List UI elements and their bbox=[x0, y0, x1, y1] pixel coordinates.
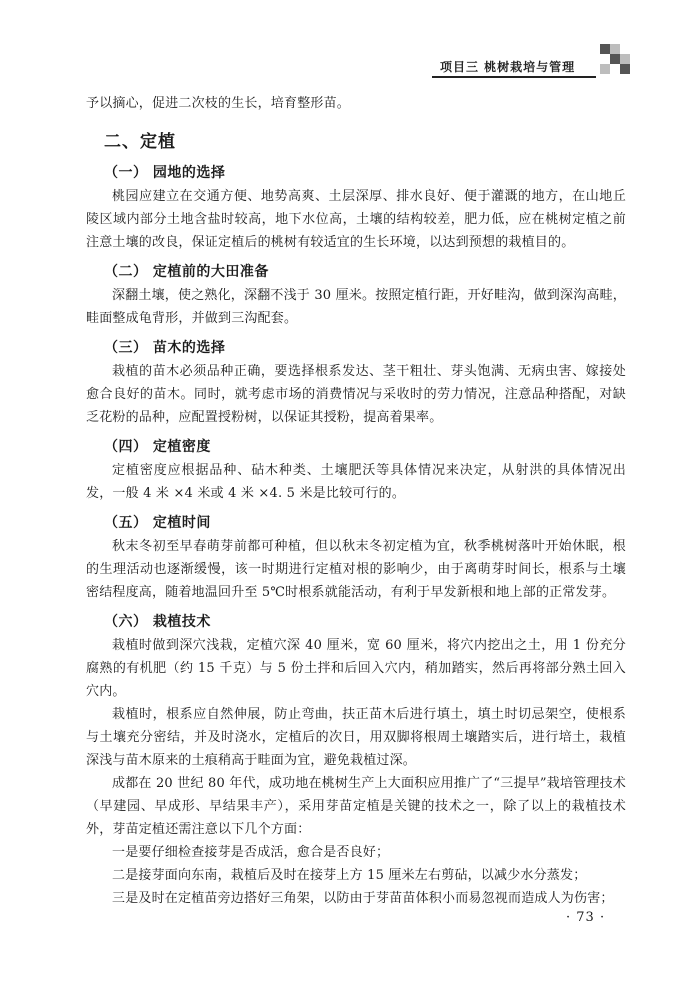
subsection-title: （三） 苗木的选择 bbox=[104, 340, 226, 356]
header-rule bbox=[432, 76, 596, 78]
page-number: · 73 · bbox=[566, 910, 606, 925]
subsection-title: （四） 定植密度 bbox=[104, 439, 211, 455]
paragraph: 栽植的苗木必须品种正确，要选择根系发达、茎干粗壮、芽头饱满、无病虫害、嫁接处愈合良好的苗木。同时，就考虑市场的消费情况与采收时的劳力情况，注意品种搭配，对缺乏花粉的品种，应配置授粉树，以保证其授粉，提高着果率。 bbox=[86, 364, 626, 425]
running-title: 项目三 桃树栽培与管理 bbox=[440, 60, 576, 74]
running-header bbox=[0, 52, 699, 82]
paragraph: 深翻土壤，使之熟化，深翻不浅于 30 厘米。按照定植行距，开好畦沟，做到深沟高畦，畦面整成龟背形，并做到三沟配套。 bbox=[86, 288, 627, 326]
corner-block-ornament bbox=[600, 44, 632, 74]
list-paragraph: 三是及时在定植苗旁边搭好三角架，以防由于芽苗苗体积小而易忽视而造成人为伤害； bbox=[112, 891, 614, 906]
paragraph: 栽植时，根系应自然伸展，防止弯曲，扶正苗木后进行填土，填土时切忌架空，使根系与土壤充分密结，并及时浇水，定植后的次日，用双脚将根周土壤踏实后，进行培土，栽植深浅与苗木原来的土痕稍高于畦面为宜，避免栽植过深。 bbox=[86, 707, 626, 768]
page-content bbox=[86, 92, 626, 910]
paragraph: 定植密度应根据品种、砧木种类、土壤肥沃等具体情况来决定，从射洪的具体情况出发，一般 4 米 ×4 米或 4 米 ×4. 5 米是比较可行的。 bbox=[86, 463, 626, 501]
subsection-title: （五） 定植时间 bbox=[104, 515, 211, 531]
paragraph: 桃园应建立在交通方便、地势高爽、土层深厚、排水良好、便于灌溉的地方，在山地丘陵区域内部分土地含盐时较高，地下水位高，土壤的结构较差，肥力低，应在桃树定植之前注意土壤的改良，保证定植后的桃树有较适宜的生长环境，以达到预想的栽植目的。 bbox=[86, 189, 626, 250]
subsection-title: （二） 定植前的大田准备 bbox=[104, 264, 269, 280]
section-title: 二、定植 bbox=[104, 132, 176, 152]
paragraph: 栽植时做到深穴浅栽，定植穴深 40 厘米，宽 60 厘米，将穴内挖出之土，用 1 份充分腐熟的有机肥（约 15 千克）与 5 份土拌和后回入穴内，稍加踏实，然后再将部分熟土回入穴内。 bbox=[86, 638, 626, 699]
list-paragraph: 二是接芽面向东南，栽植后及时在接芽上方 15 厘米左右剪砧，以减少水分蒸发； bbox=[112, 868, 587, 883]
paragraph: 成都在 20 世纪 80 年代，成功地在桃树生产上大面积应用推广了“三提早”栽培管理技术（早建园、早成形、早结果丰产），采用芽苗定植是关键的技术之一，除了以上的栽植技术外，芽苗定植还需注意以下几个方面： bbox=[86, 776, 626, 837]
subsection-title: （一） 园地的选择 bbox=[104, 165, 226, 181]
subsection-title: （六） 栽植技术 bbox=[104, 614, 211, 630]
paragraph: 秋末冬初至早春萌芽前都可种植，但以秋末冬初定植为宜，秋季桃树落叶开始休眠，根的生理活动也逐渐缓慢，该一时期进行定植对根的影响少，由于离萌芽时间长，根系与土壤密结程度高，随着地温回升至 5℃时根系就能活动，有利于早发新根和地上部的正常发芽。 bbox=[86, 539, 626, 600]
intro-paragraph: 予以摘心，促进二次枝的生长，培育整形苗。 bbox=[86, 96, 351, 111]
list-paragraph: 一是要仔细检查接芽是否成活，愈合是否良好； bbox=[112, 845, 390, 860]
